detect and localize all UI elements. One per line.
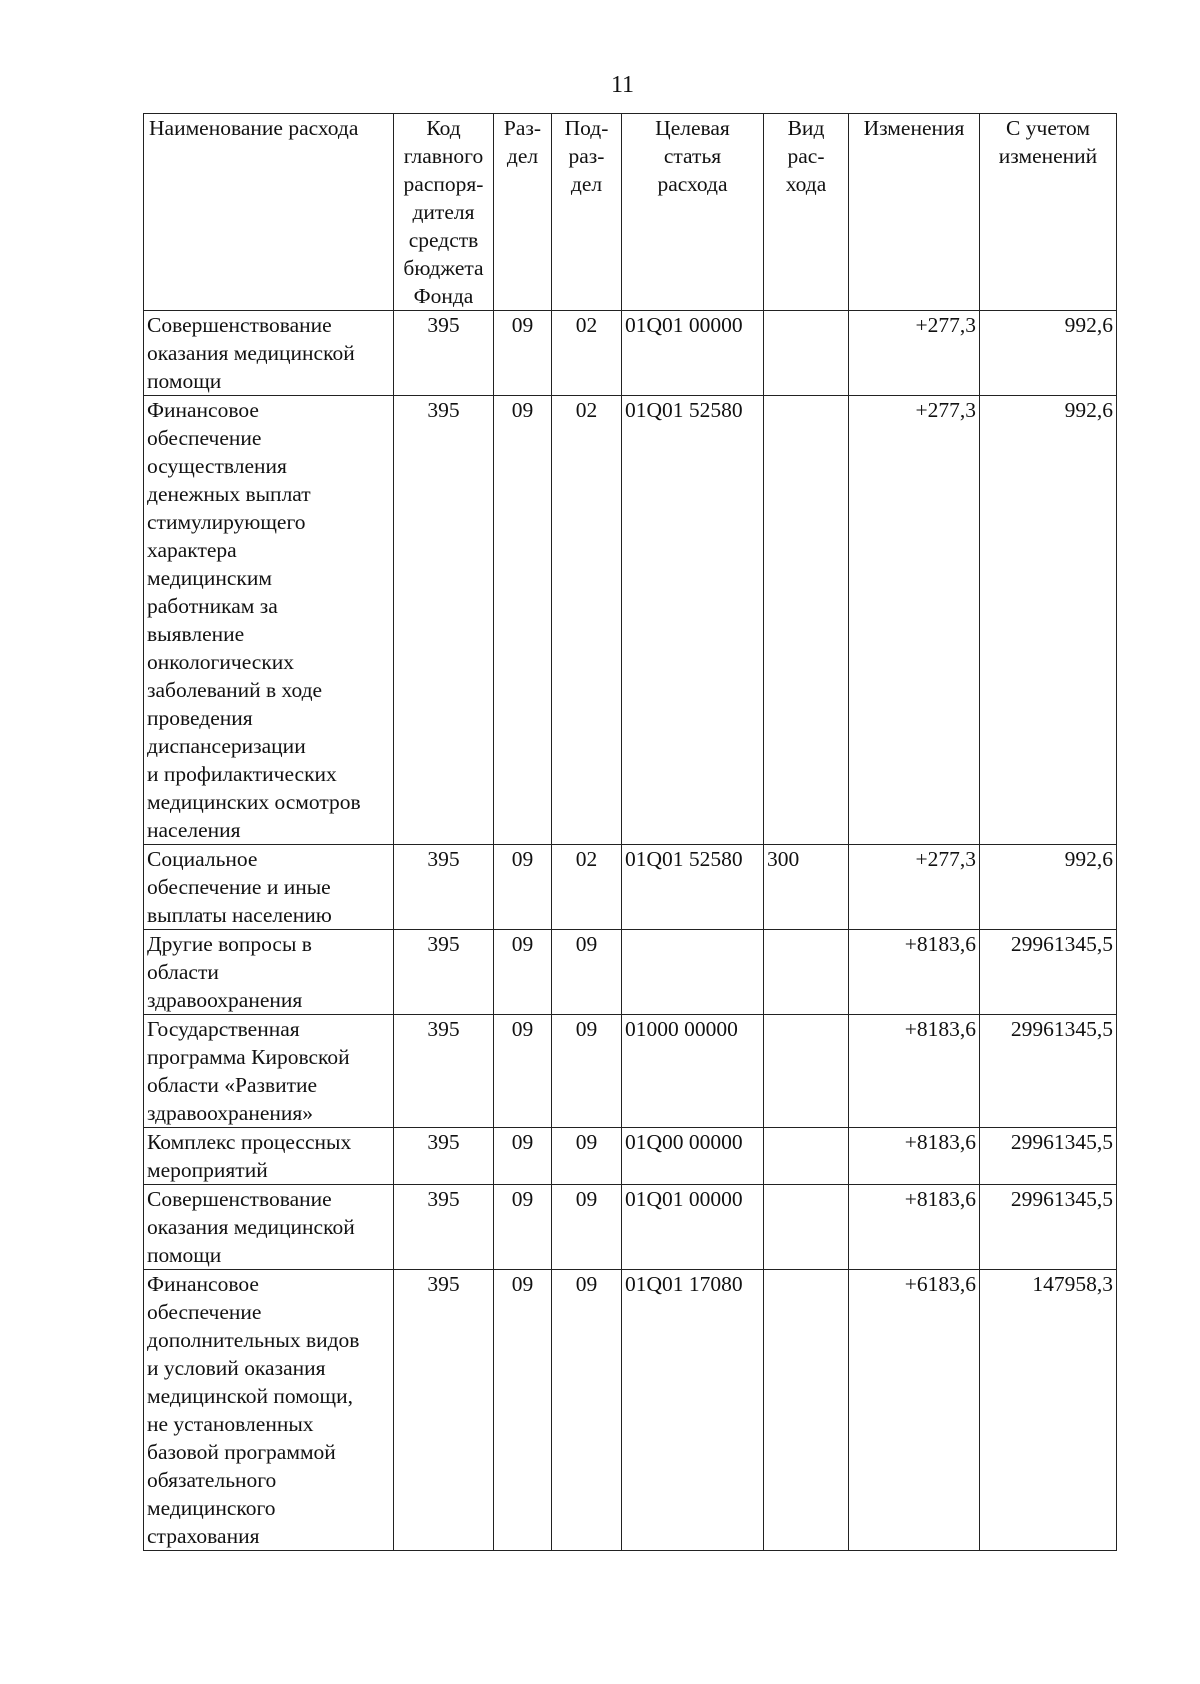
cell-type [764, 1185, 849, 1270]
cell-change: +6183,6 [849, 1270, 980, 1551]
cell-section: 09 [494, 930, 552, 1015]
cell-change: +277,3 [849, 311, 980, 396]
cell-code: 395 [394, 396, 494, 845]
cell-total: 29961345,5 [980, 1128, 1117, 1185]
cell-subsection: 09 [552, 1128, 622, 1185]
cell-total: 29961345,5 [980, 930, 1117, 1015]
expense-table [143, 113, 1117, 1551]
cell-type: 300 [764, 845, 849, 930]
cell-code: 395 [394, 1270, 494, 1551]
cell-name: Финансовое обеспечение дополнительных видов и условий оказания медицинской помощи, не установленных базовой программой обязательного медицинского страхования [144, 1270, 394, 1551]
cell-name: Социальное обеспечение и иные выплаты населению [144, 845, 394, 930]
cell-total: 29961345,5 [980, 1185, 1117, 1270]
cell-total: 992,6 [980, 311, 1117, 396]
cell-code: 395 [394, 845, 494, 930]
cell-section: 09 [494, 845, 552, 930]
cell-target: 01Q01 52580 [622, 396, 764, 845]
cell-subsection: 09 [552, 1185, 622, 1270]
cell-type [764, 1128, 849, 1185]
cell-subsection: 02 [552, 845, 622, 930]
cell-section: 09 [494, 1270, 552, 1551]
cell-total: 992,6 [980, 396, 1117, 845]
cell-code: 395 [394, 930, 494, 1015]
header-subsection: Под- раз- дел [552, 114, 622, 311]
cell-target: 01Q01 00000 [622, 311, 764, 396]
cell-change: +8183,6 [849, 1185, 980, 1270]
cell-section: 09 [494, 1015, 552, 1128]
header-total: С учетом изменений [980, 114, 1117, 311]
cell-change: +8183,6 [849, 1015, 980, 1128]
table-row [144, 1015, 1117, 1128]
cell-section: 09 [494, 311, 552, 396]
cell-name: Государственная программа Кировской области «Развитие здравоохранения» [144, 1015, 394, 1128]
cell-target: 01Q00 00000 [622, 1128, 764, 1185]
cell-code: 395 [394, 1185, 494, 1270]
header-section: Раз- дел [494, 114, 552, 311]
cell-name: Совершенствование оказания медицинской помощи [144, 1185, 394, 1270]
page-number: 11 [610, 72, 635, 98]
cell-type [764, 1270, 849, 1551]
cell-name: Финансовое обеспечение осуществления денежных выплат стимулирующего характера медицинским работникам за выявление онкологических заболеваний в ходе проведения диспансеризации и профилактических медицинских осмотров населения [144, 396, 394, 845]
cell-subsection: 09 [552, 1270, 622, 1551]
cell-change: +8183,6 [849, 930, 980, 1015]
table-row [144, 311, 1117, 396]
cell-subsection: 02 [552, 396, 622, 845]
cell-code: 395 [394, 311, 494, 396]
cell-total: 147958,3 [980, 1270, 1117, 1551]
cell-change: +8183,6 [849, 1128, 980, 1185]
cell-section: 09 [494, 1185, 552, 1270]
cell-target [622, 930, 764, 1015]
cell-code: 395 [394, 1015, 494, 1128]
table-row [144, 396, 1117, 845]
table-header-row [144, 114, 1117, 311]
cell-type [764, 396, 849, 845]
table-row [144, 1270, 1117, 1551]
cell-total: 29961345,5 [980, 1015, 1117, 1128]
header-target: Целевая статья расхода [622, 114, 764, 311]
header-code: Код главного распоря- дителя средств бюджета Фонда [394, 114, 494, 311]
cell-type [764, 930, 849, 1015]
cell-change: +277,3 [849, 845, 980, 930]
cell-name: Другие вопросы в области здравоохранения [144, 930, 394, 1015]
cell-name: Совершенствование оказания медицинской помощи [144, 311, 394, 396]
cell-target: 01Q01 52580 [622, 845, 764, 930]
header-change: Изменения [849, 114, 980, 311]
cell-section: 09 [494, 396, 552, 845]
table-row [144, 845, 1117, 930]
cell-change: +277,3 [849, 396, 980, 845]
header-type: Вид рас- хода [764, 114, 849, 311]
cell-subsection: 09 [552, 930, 622, 1015]
table-row [144, 1185, 1117, 1270]
cell-type [764, 1015, 849, 1128]
cell-code: 395 [394, 1128, 494, 1185]
table-row [144, 1128, 1117, 1185]
table-row [144, 930, 1117, 1015]
cell-section: 09 [494, 1128, 552, 1185]
cell-name: Комплекс процессных мероприятий [144, 1128, 394, 1185]
cell-subsection: 02 [552, 311, 622, 396]
header-name: Наименование расхода [144, 114, 394, 311]
cell-type [764, 311, 849, 396]
cell-target: 01000 00000 [622, 1015, 764, 1128]
cell-total: 992,6 [980, 845, 1117, 930]
cell-subsection: 09 [552, 1015, 622, 1128]
cell-target: 01Q01 00000 [622, 1185, 764, 1270]
cell-target: 01Q01 17080 [622, 1270, 764, 1551]
